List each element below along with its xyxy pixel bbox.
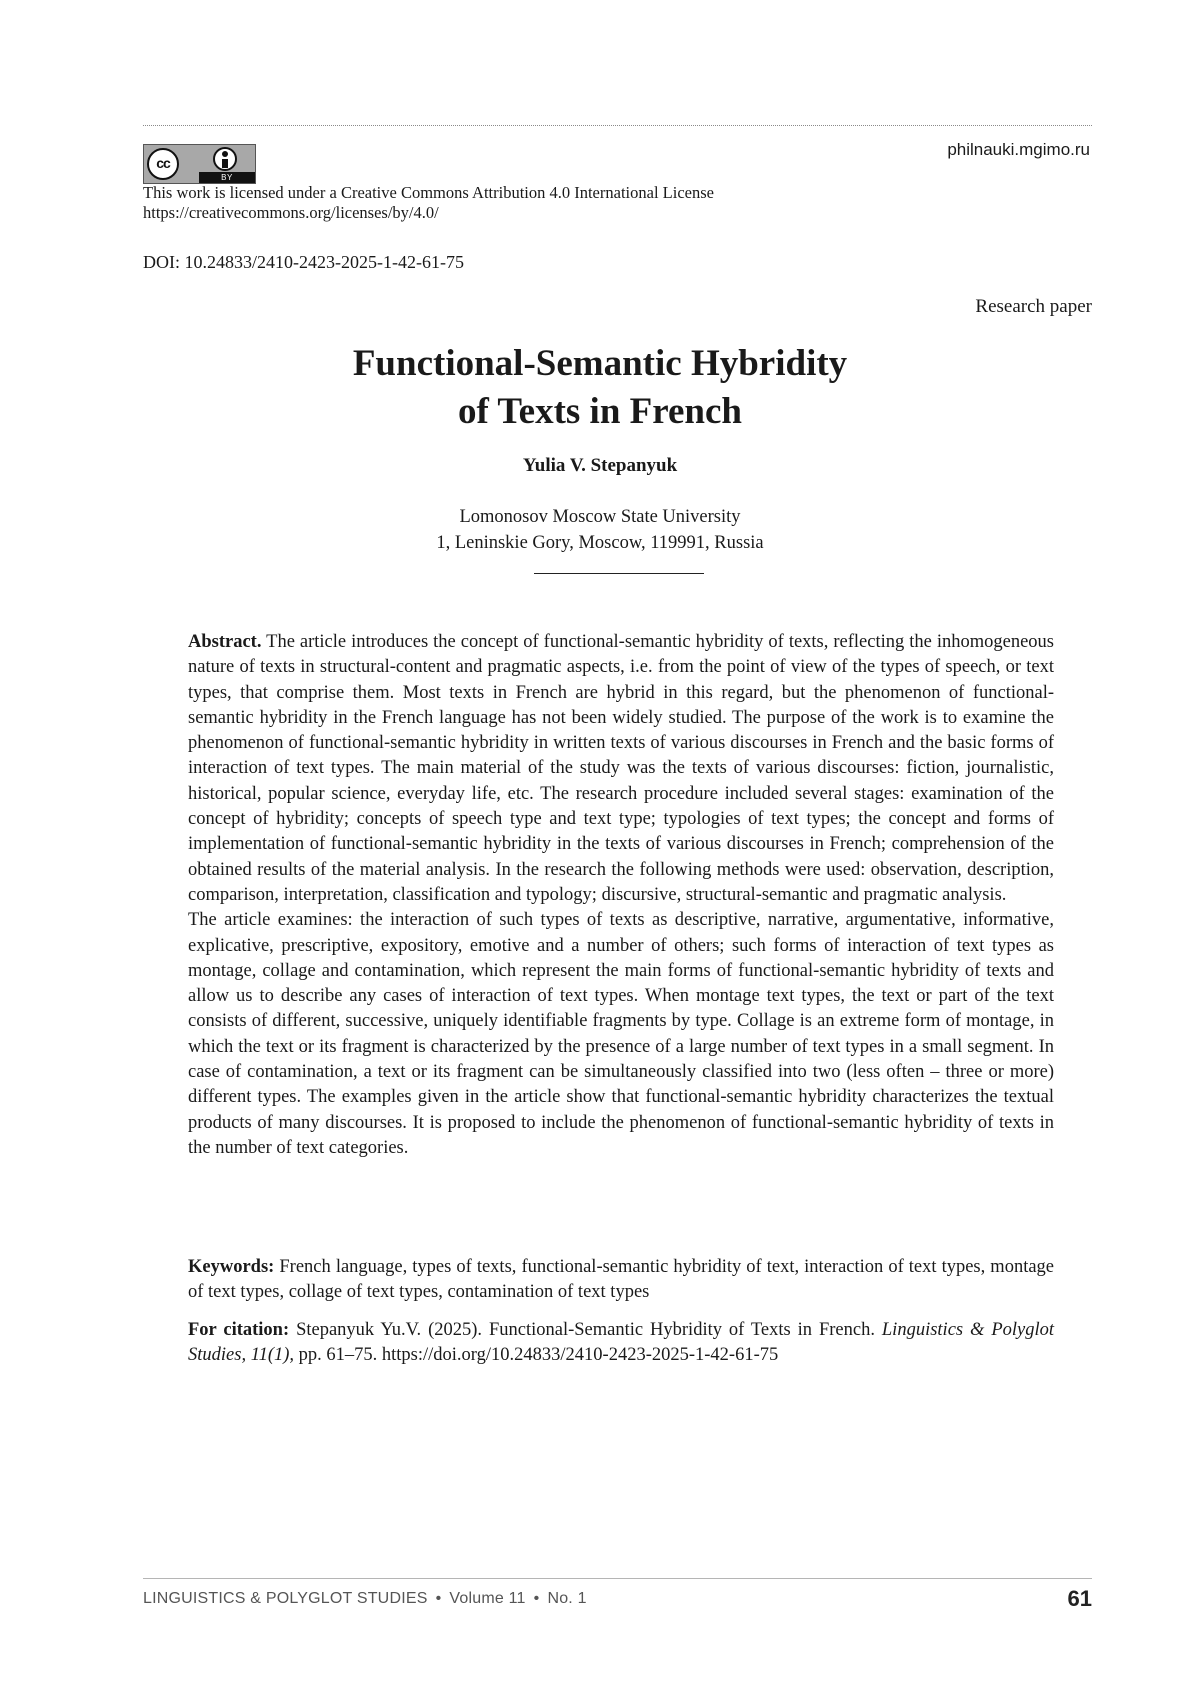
title-line-2: of Texts in French [457, 391, 743, 432]
doi[interactable]: DOI: 10.24833/2410-2423-2025-1-42-61-75 [143, 252, 464, 272]
footer-separator: • [533, 1590, 540, 1607]
citation-journal: Linguistics & Polyglot Studies, 11(1), [188, 1320, 1055, 1366]
journal-site-link[interactable]: philnauki.mgimo.ru [947, 140, 1090, 159]
citation-label: For citation: [188, 1320, 290, 1340]
affiliation-address: 1, Leninskie Gory, Moscow, 119991, Russia [436, 533, 764, 553]
keywords-text: French language, types of texts, functional-semantic hybridity of text, interaction of text types, montage of text types, collage of text types, contamination of text types [188, 1257, 1055, 1303]
title-line-1: Functional-Semantic Hybridity [352, 343, 848, 384]
cc-by-license-badge[interactable] [143, 144, 256, 184]
affiliation-divider [534, 573, 704, 574]
abstract-label: Abstract. [188, 632, 262, 652]
footer-separator: • [435, 1590, 442, 1607]
footer-number: No. 1 [547, 1590, 587, 1607]
abstract-text-1: The article introduces the concept of functional-semantic hybridity of texts, reflecting the inhomogeneous nature of texts in structural-content and pragmatic aspects, i.e. from the point of view of the types of speech, or text types, that comprise them. Most texts in French are hybrid in this regard, but the phenomenon of functional-semantic hybridity in the French language has not been widely studied. The purpose of the work is to examine the phenomenon of functional-semantic hybridity in written texts of various discourses in French and the basic forms of interaction of text types. The main material of the study was the texts of various discourses: fiction, journalistic, historical, popular science, everyday life, etc. The research procedure included several stages: examination of the concept of hybridity; concepts of speech type and text type; typologies of text types; the concept and forms of implementation of functional-semantic hybridity in the texts of various discourses in French; comprehension of the obtained results of the material analysis. In the research the following methods were used: observation, description, comparison, interpretation, classification and typology; discursive, structural-semantic and pragmatic analysis. [188, 632, 1054, 905]
footer-journal-name: LINGUISTICS & POLYGLOT STUDIES [143, 1590, 428, 1607]
author-name: Yulia V. Stepanyuk [522, 455, 678, 476]
affiliation-institution: Lomonosov Moscow State University [459, 507, 741, 527]
keywords-label: Keywords: [188, 1257, 275, 1277]
abstract [188, 630, 1054, 1161]
citation-text: Stepanyuk Yu.V. (2025). Functional-Semantic Hybridity of Texts in French. [296, 1320, 875, 1340]
citation-pages-doi[interactable]: pp. 61–75. https://doi.org/10.24833/2410-2423-2025-1-42-61-75 [298, 1345, 779, 1366]
abstract-paragraph-1 [188, 630, 1054, 908]
citation [188, 1318, 1054, 1369]
cc-badge-text: cc [156, 155, 170, 171]
footer-journal-info [143, 1590, 587, 1608]
page-number: 61 [1067, 1586, 1092, 1611]
abstract-paragraph-2: The article examines: the interaction of such types of texts as descriptive, narrative, argumentative, informative, explicative, prescriptive, expository, emotive and a number of others; such forms of interaction of text types as montage, collage and contamination, which represent the main forms of functional-semantic hybridity of texts and allow us to describe any cases of interaction of text types. When montage text types, the text or part of the text consists of different, successive, uniquely identifiable fragments by type. Collage is an extreme form of montage, in which the text or its fragment is characterized by the presence of a large number of text types in a small segment. In case of contamination, a text or its fragment can be simultaneously classified into two (less often – three or more) different types. The examples given in the article show that functional-semantic hybridity characterizes the textual products of many discourses. It is proposed to include the phenomenon of functional-semantic hybridity of texts in the number of text categories. [188, 910, 1054, 1158]
license-url[interactable]: https://creativecommons.org/licenses/by/4.0/ [143, 203, 439, 222]
top-dotted-rule [143, 125, 1092, 126]
footer-rule [143, 1578, 1092, 1579]
cc-icon [147, 148, 179, 180]
by-label: BY [199, 172, 255, 183]
keywords [188, 1255, 1054, 1306]
license-text: This work is licensed under a Creative Commons Attribution 4.0 International License [143, 183, 714, 202]
footer-volume: Volume 11 [449, 1590, 526, 1607]
paper-type: Research paper [975, 296, 1092, 317]
attribution-person-icon [213, 147, 237, 171]
